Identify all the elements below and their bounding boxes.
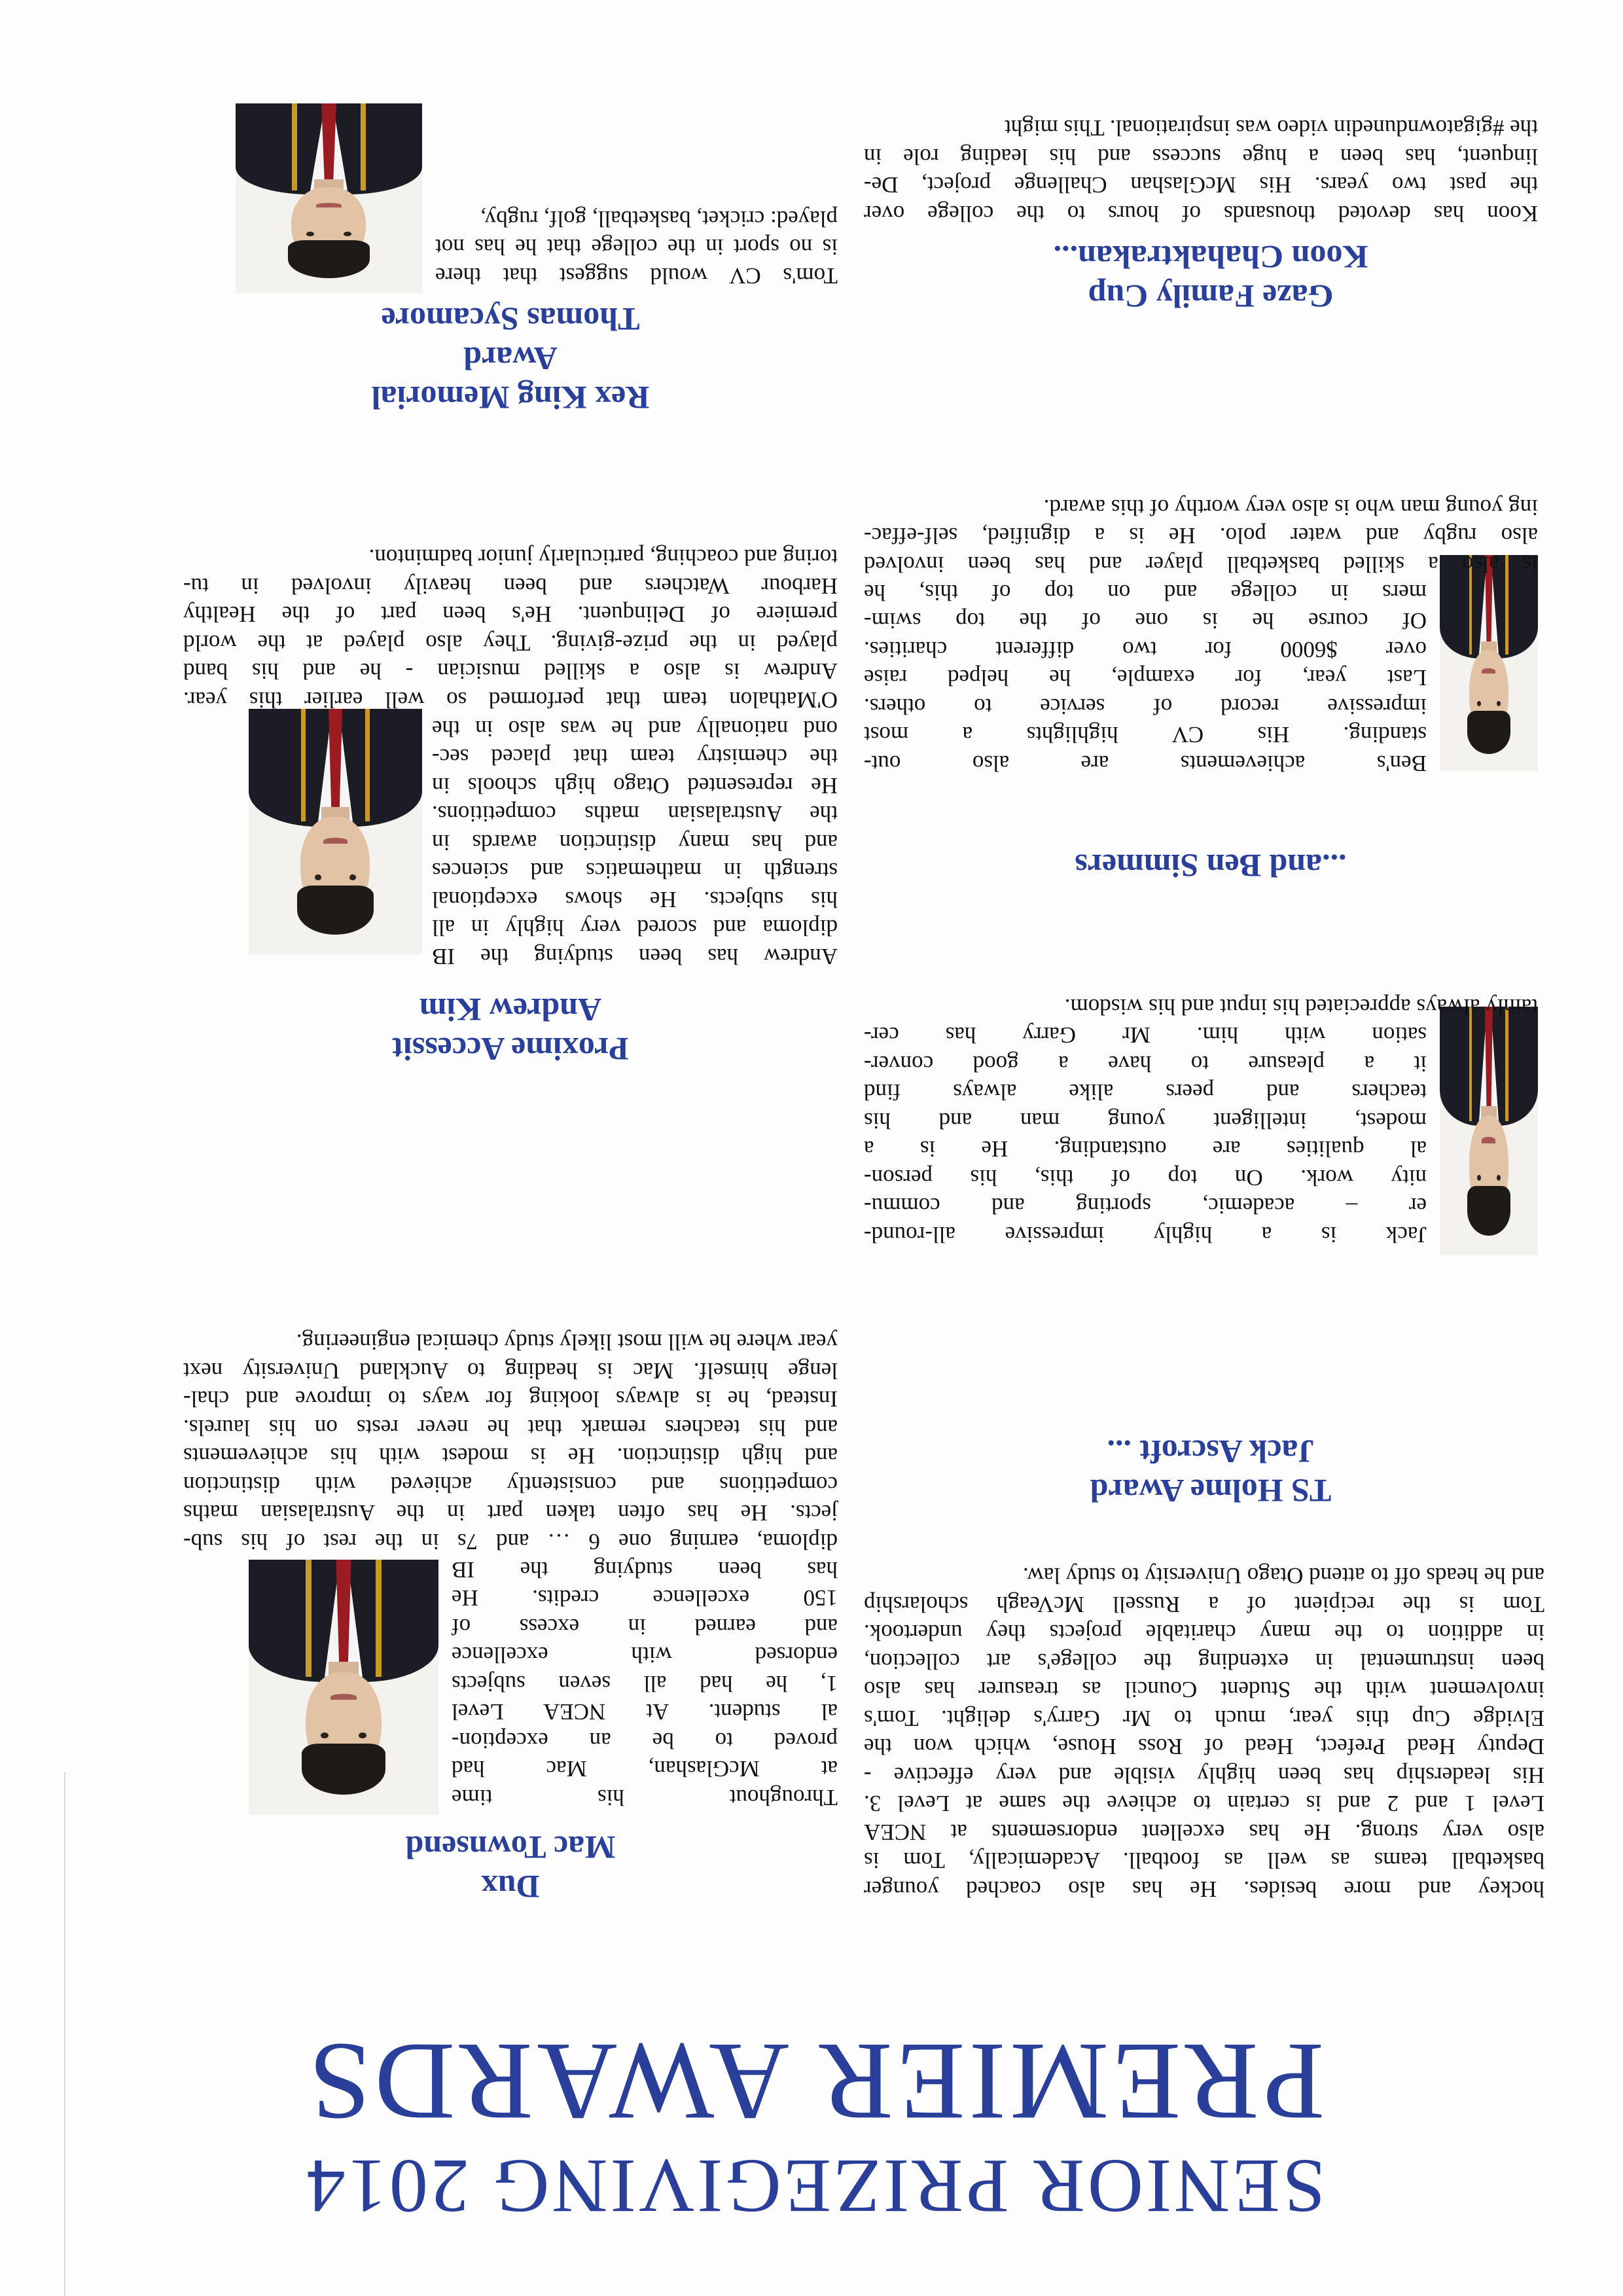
text-line: Last year, for example, he helped raise [864, 665, 1427, 691]
rexking-winner-name: Thomas Sycamore [381, 301, 640, 338]
text-line: competitions and consistently achieved with distinction [183, 1472, 838, 1498]
text-line: and he heads off to attend Otago University to study law. [1022, 1563, 1544, 1589]
text-line: ing young man who is also very worthy of this award. [1043, 495, 1538, 520]
bensimmers-winner-name: ...and Ben Simmers [1075, 848, 1347, 884]
text-line: Of course he is one of the top swim- [864, 608, 1427, 634]
text-line: endorsed with excellence [452, 1642, 838, 1668]
text-line: al qualities are outstanding. He is a [864, 1136, 1427, 1162]
text-line: the past two years. His McGlashan Challenge project, De- [864, 172, 1538, 198]
text-line: the Australasian maths competitions. [432, 801, 838, 827]
gaze-heading [883, 238, 1538, 316]
text-line: O'Mathalon team that performed so well earlier this year. [183, 687, 838, 713]
text-line: and his teachers remark that he never rests on his laurels. [183, 1415, 838, 1441]
tsholme-heading [883, 1432, 1538, 1511]
text-line: 1, he had all seven subjects [452, 1671, 838, 1696]
text-line: ond nationally and he was also in the [432, 716, 838, 742]
text-line: Tom is the recipient of a Russell McVeagh scholarship [864, 1592, 1544, 1617]
text-line: Harbour Watchers and been heavily involved in tu- [183, 573, 838, 599]
text-line: Deputy Head Prefect, Head of Ross House, which won the [864, 1734, 1544, 1760]
dux-heading [183, 1828, 838, 1907]
scan-edge-line [64, 1772, 65, 2296]
text-line: proved to be an exception- [452, 1728, 838, 1753]
rexking-body [435, 205, 838, 291]
tsholme-body-part1 [864, 1021, 1427, 1249]
text-line: also very strong. He has excellent endorsements at NCEA [864, 1820, 1544, 1845]
proxime-heading [183, 990, 838, 1069]
text-line: diploma and scored very highly in all [432, 915, 838, 941]
text-line: is no sport in the college that he has not [435, 234, 838, 260]
page-title-line1: SENIOR PRIZEGIVING 2014 [304, 2144, 1326, 2229]
text-line: Tom's CV would suggest that there [435, 263, 838, 289]
thomas-sycamore-body-continued [864, 1562, 1544, 1903]
text-line: 150 excellence credits. He [452, 1585, 838, 1611]
text-line: His leadership has been highly visible and very effective - [864, 1763, 1544, 1788]
text-line: Throughout his time [452, 1785, 838, 1810]
text-line: Ben's achievements are also out- [864, 751, 1427, 776]
text-line: and high distinction. He is modest with his achievements [183, 1443, 838, 1469]
text-line: played in the prize-giving. They also played at the world [183, 630, 838, 656]
dux-award-title: Dux [481, 1869, 540, 1905]
text-line: at McGlashan, Mac had [452, 1756, 838, 1782]
text-line: premiere of Delinquent. He's been part of the Healthy [183, 601, 838, 628]
text-line: strength in mathematics and sciences [432, 858, 838, 884]
tsholme-winner-name: Jack Ascroft ... [1107, 1433, 1315, 1470]
text-line: is also a skilled basketball player and has been involved [864, 552, 1538, 577]
text-line: teachers and peers alike always find [864, 1079, 1427, 1105]
text-line: and has many distinction awards in [432, 830, 838, 855]
dux-body-part1 [452, 1556, 838, 1812]
text-line: year where he will most likely study chemical engineering. [296, 1329, 838, 1355]
text-line: He represented Otago high schools in [432, 773, 838, 798]
text-line: the #gigatowndunedin video was inspirational. This might [1005, 115, 1538, 141]
gaze-body [864, 114, 1538, 228]
gaze-winner-name: Koon Chahaktrakan... [1053, 239, 1368, 276]
text-line: modest, intelligent young man and his [864, 1108, 1427, 1134]
text-line: diploma, earning one 6 … and 7s in the rest of his sub- [183, 1529, 838, 1554]
text-line: his subjects. He shows exceptional [432, 887, 838, 912]
text-line: Koon has devoted thousands of hours to the college over [864, 201, 1538, 226]
text-line: in addition to the many charitable projects they undertook. [864, 1620, 1544, 1646]
bensimmers-heading [883, 846, 1538, 886]
page-title-line2: PREMIER AWARDS [304, 2020, 1325, 2144]
text-line: basketball teams as well as football. Academically, Tom is [864, 1848, 1544, 1874]
text-line: mers in college and on top of this, he [864, 580, 1427, 605]
proxime-award-title: Proxime Accessit [392, 1031, 629, 1067]
text-line: Andrew is also a skilled musician - he and his band [183, 658, 838, 685]
text-line: sation with him. Mr Garry has cer- [864, 1022, 1427, 1049]
text-line: jects. He has often taken part in the Australasian maths [183, 1500, 838, 1526]
proxime-body-part1 [432, 715, 838, 971]
text-line: Jack is a highly impressive all-round- [864, 1222, 1427, 1247]
text-line: Level 1 and 2 and is certain to achieve the same at Level 3. [864, 1791, 1544, 1817]
text-line: the chemistry team that placed sec- [432, 744, 838, 770]
text-line: it a pleasure to have a good conver- [864, 1051, 1427, 1077]
text-line: hockey and more besides. He has also coached younger [864, 1876, 1544, 1902]
tsholme-body-part2 [864, 993, 1538, 1022]
text-line: standing. His CV highlights a most [864, 722, 1427, 748]
tsholme-award-title: TS Holme Award [1090, 1473, 1332, 1509]
proxime-body-part2 [183, 543, 838, 714]
bensimmers-body-part1 [864, 579, 1427, 778]
dux-body-part2 [183, 1328, 838, 1556]
jack-ascroft-photo [1440, 1007, 1538, 1255]
text-line: over $6000 for two different charities. [864, 637, 1427, 662]
text-line: been instrumental in extending the college's art collection, [864, 1649, 1544, 1674]
rexking-heading [183, 300, 838, 418]
ben-simmers-photo [1440, 555, 1538, 771]
proxime-winner-name: Andrew Kim [419, 992, 602, 1028]
text-line: nity work. On top of this, his person- [864, 1165, 1427, 1191]
text-line: lenge himself. Mac is heading to Auckland University next [183, 1358, 838, 1384]
text-line: has been studying the IB [452, 1557, 838, 1583]
andrew-kim-photo [249, 709, 422, 954]
text-line: impressive record of service to others. [864, 694, 1427, 719]
mac-townsend-photo [249, 1560, 438, 1815]
bensimmers-body-part2 [864, 493, 1538, 579]
dux-winner-name: Mac Townsend [405, 1829, 616, 1866]
text-line: linquent, has been a huge success and his leading role in [864, 144, 1538, 170]
text-line: also rugby and water polo. He is a dignified, self-effac- [864, 523, 1538, 549]
text-line: al student. At NCEA Level [452, 1699, 838, 1725]
text-line: played: cricket, basketball, golf, rugby, [480, 206, 838, 232]
text-line: Instead, he is always looking for ways to improve and chal- [183, 1386, 838, 1412]
text-line: Andrew has been studying the IB [432, 944, 838, 969]
gaze-award-title: Gaze Family Cup [1088, 278, 1334, 315]
text-line: tainly always appreciated his input and his wisdom. [1064, 994, 1538, 1020]
text-line: er – academic, sporting and commu- [864, 1193, 1427, 1219]
text-line: and earned in excess of [452, 1614, 838, 1640]
rexking-award-title: Rex King Memorial [371, 380, 650, 416]
text-line: toring and coaching, particularly junior badminton. [368, 545, 838, 571]
text-line: involvement with the Student Council as treasurer has also [864, 1677, 1544, 1703]
text-line: Elvidge Cup this year, much to Mr Garry's delight. Tom's [864, 1706, 1544, 1731]
thomas-sycamore-photo [236, 103, 422, 293]
rexking-award-title-2: Award [463, 340, 558, 377]
